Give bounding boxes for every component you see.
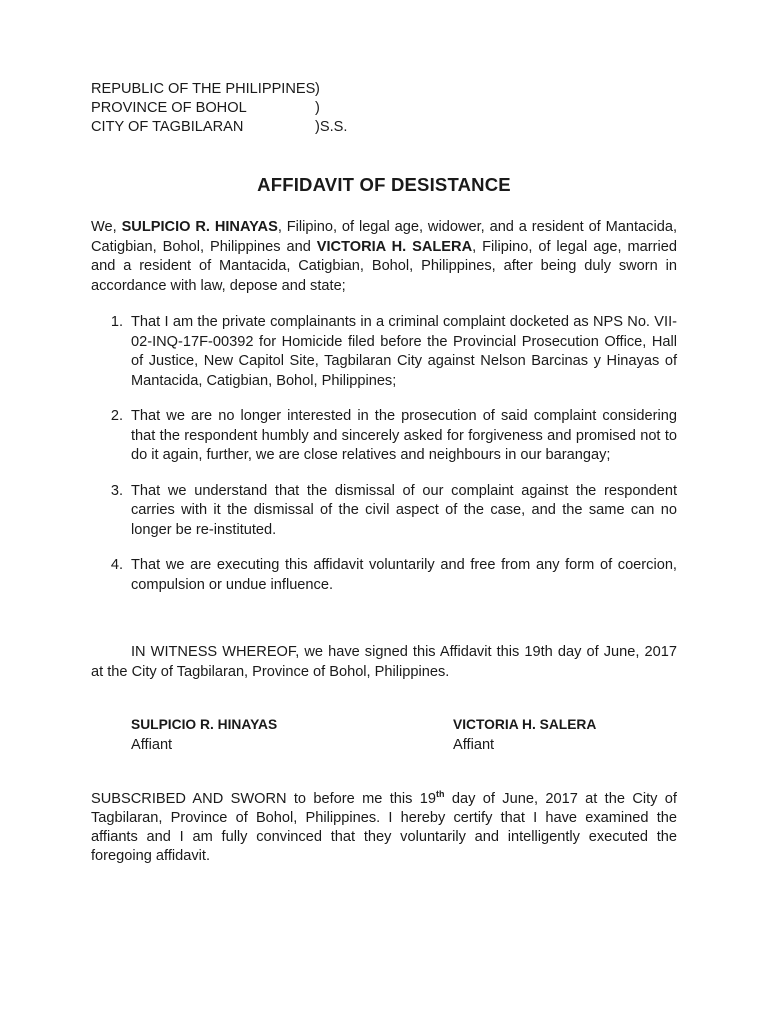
- signature-block-right: [453, 714, 596, 756]
- signatory-name: SULPICIO R. HINAYAS: [131, 717, 278, 732]
- venue-mark-ss: )S.S.: [315, 119, 348, 135]
- affiant-name-2: VICTORIA H. SALERA: [316, 238, 473, 255]
- intro-mid: , Filipino, of legal age, widower, and a resident of Mantacida, Catigbian, Bohol, Philippines and: [91, 219, 677, 255]
- document-title: AFFIDAVIT OF DESISTANCE: [257, 174, 511, 195]
- jurat-ordinal-suffix: th: [436, 789, 445, 800]
- list-item-number: 1.: [110, 314, 123, 330]
- list-item-text: That we understand that the dismissal of our complaint against the respondent carries with it the dismissal of the civil aspect of the case, and the same can no longer be re-instituted.: [131, 482, 677, 538]
- venue-row: [91, 99, 347, 118]
- list-item-text: That we are no longer interested in the prosecution of said complaint considering that the respondent humbly and sincerely asked for forgiveness and promised not to do it again, further, we are close relatives and neighbours in our barangay;: [131, 408, 677, 463]
- intro-paragraph: [91, 218, 677, 296]
- venue-country: REPUBLIC OF THE PHILIPPINES: [91, 81, 316, 97]
- affiant-name-1: SULPICIO R. HINAYAS: [121, 219, 278, 235]
- list-item-number: 4.: [110, 557, 123, 573]
- venue-mark: ): [315, 100, 320, 116]
- venue-mark: ): [315, 81, 320, 97]
- list-item: [91, 482, 677, 541]
- intro-tail: , Filipino, of legal age, married and a resident of Mantacida, Catigbian, Bohol, Philippines, after being duly sworn in accordance with law, depose and state;: [91, 238, 677, 294]
- list-item-number: 3.: [110, 482, 123, 499]
- list-item-text: That I am the private complainants in a criminal complaint docketed as NPS No. VII-02-INQ-17F-00392 for Homicide filed before the Provincial Prosecution Office, Hall of Justice, New Capitol Site, Tagbilaran City against Nelson Barcinas y Hinayas of Mantacida, Catigbian, Bohol, Philippines;: [131, 314, 677, 389]
- signatory-role: Affiant: [453, 737, 495, 753]
- jurat-paragraph: [91, 790, 677, 866]
- numbered-list: [91, 313, 677, 611]
- venue-city: CITY OF TAGBILARAN: [91, 119, 244, 135]
- list-item-number: 2.: [110, 408, 123, 424]
- venue-row: [91, 118, 347, 137]
- signatory-role: Affiant: [131, 737, 173, 753]
- list-item-text: That we are executing this affidavit voluntarily and free from any form of coercion, compulsion or undue influence.: [131, 557, 677, 593]
- jurat-after: day of June, 2017 at the City of Tagbilaran, Province of Bohol, Philippines. I hereby certify that I have examined the affiants and I am fully convinced that they voluntarily and intelligently executed the foregoing affidavit.: [91, 791, 677, 864]
- list-item: [91, 556, 677, 595]
- signature-block-left: [131, 714, 277, 756]
- witness-paragraph: IN WITNESS WHEREOF, we have signed this Affidavit this 19th day of June, 2017 at the City of Tagbilaran, Province of Bohol, Philippines.: [91, 644, 677, 680]
- list-item: [91, 407, 677, 466]
- list-item: [91, 313, 677, 391]
- jurat-before: SUBSCRIBED AND SWORN to before me this 19: [91, 791, 437, 807]
- venue-block: [91, 80, 347, 137]
- intro-lead: We,: [91, 219, 122, 235]
- signatory-name: VICTORIA H. SALERA: [453, 717, 597, 732]
- venue-province: PROVINCE OF BOHOL: [91, 100, 247, 116]
- venue-row: [91, 80, 347, 99]
